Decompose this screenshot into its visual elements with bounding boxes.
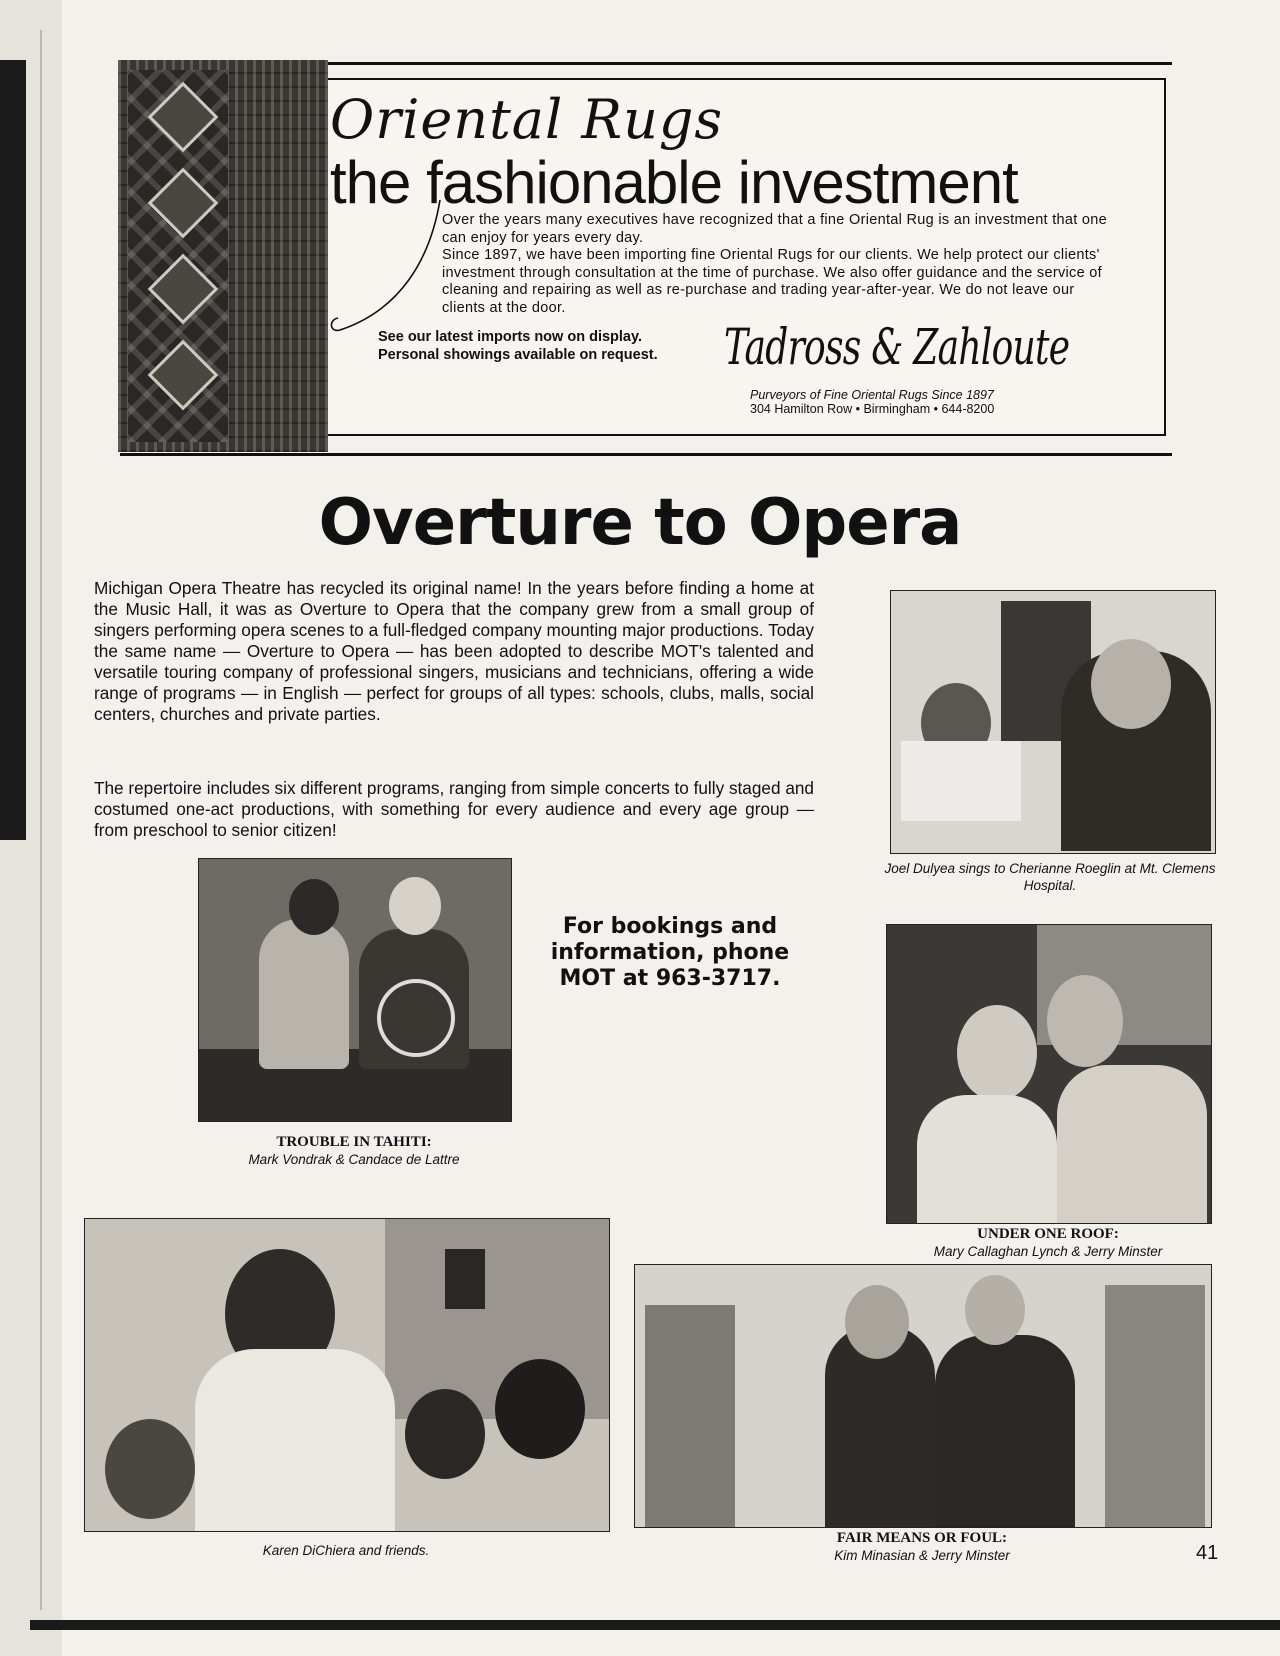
caption-under-one-roof [886, 1226, 1210, 1260]
ad-title: Oriental Rugs [330, 88, 724, 151]
article-paragraph-text: Michigan Opera Theatre has recycled its original name! In the years before finding a home at the Music Hall, it was as Overture to Opera that the company grew from a small group of singers performing opera scenes to a full-fledged company mounting major productions. Today the same name — Overture to Opera — has been adopted to describe MOT's talented and versatile touring company of professional singers, musicians and technicians, offering a wide range of programs — in English — perfect for groups of all types: schools, clubs, malls, social centers, churches and private parties. [94, 578, 814, 724]
caption-names: Mark Vondrak & Candace de Lattre [248, 1152, 460, 1167]
article-paragraph-text: The repertoire includes six different programs, ranging from simple concerts to fully staged and costumed one-act productions, with something for every audience and every age group — from preschool to senior citizen! [94, 778, 814, 840]
ad-tagline [750, 388, 994, 416]
ad-subtitle: the fashionable investment [330, 149, 1018, 216]
photo-karen-dichiera [84, 1218, 610, 1532]
page-number: 41 [1196, 1542, 1219, 1564]
caption-title: TROUBLE IN TAHITI: [276, 1134, 432, 1150]
ad-call-line: See our latest imports now on display. [378, 329, 643, 345]
article-headline: Overture to Opera [318, 486, 962, 560]
article-paragraph [94, 778, 814, 841]
caption-joel: Joel Dulyea sings to Cherianne Roeglin at Mt. Clemens Hospital. [884, 861, 1216, 893]
photo-trouble-in-tahiti [198, 858, 512, 1122]
ad-tagline-text: Purveyors of Fine Oriental Rugs Since 1897 [750, 388, 994, 402]
ad-swash-decoration [330, 200, 450, 340]
ad-paragraph: Since 1897, we have been importing fine Oriental Rugs for our clients. We help protect our clients' investment through consultation at the time of purchase. We also offer guidance and the service of cleaning and repairing as well as re-purchase and trading year-after-year. We do not leave our clients at the door. [442, 247, 1102, 316]
photo-joel-dulyea [890, 590, 1216, 854]
caption-names: Mary Callaghan Lynch & Jerry Minster [933, 1244, 1163, 1259]
ad-logo: Tadross & Zahloute [724, 318, 1070, 376]
ad-body [442, 212, 1118, 317]
caption-fair-means-or-foul [634, 1530, 1210, 1564]
binding-line [40, 30, 42, 1610]
article-paragraph [94, 578, 814, 725]
caption-names: Kim Minasian & Jerry Minster [834, 1548, 1010, 1563]
ad-call-to-action [378, 328, 658, 364]
bottom-rule [30, 1620, 1280, 1630]
booking-callout: For bookings and information, phone MOT at 963-3717. [550, 914, 790, 991]
caption-trouble-in-tahiti [198, 1134, 510, 1168]
binding-bar [0, 60, 26, 840]
caption-title: UNDER ONE ROOF: [977, 1226, 1119, 1242]
photo-under-one-roof [886, 924, 1212, 1224]
ad-address: 304 Hamilton Row • Birmingham • 644-8200 [750, 402, 995, 416]
ad-paragraph: Over the years many executives have recognized that a fine Oriental Rug is an investment that one can enjoy for years every day. [442, 212, 1108, 246]
photo-fair-means-or-foul [634, 1264, 1212, 1528]
caption-title: FAIR MEANS OR FOUL: [836, 1530, 1008, 1546]
caption-karen: Karen DiChiera and friends. [262, 1543, 430, 1558]
ad-call-line: Personal showings available on request. [378, 347, 658, 363]
